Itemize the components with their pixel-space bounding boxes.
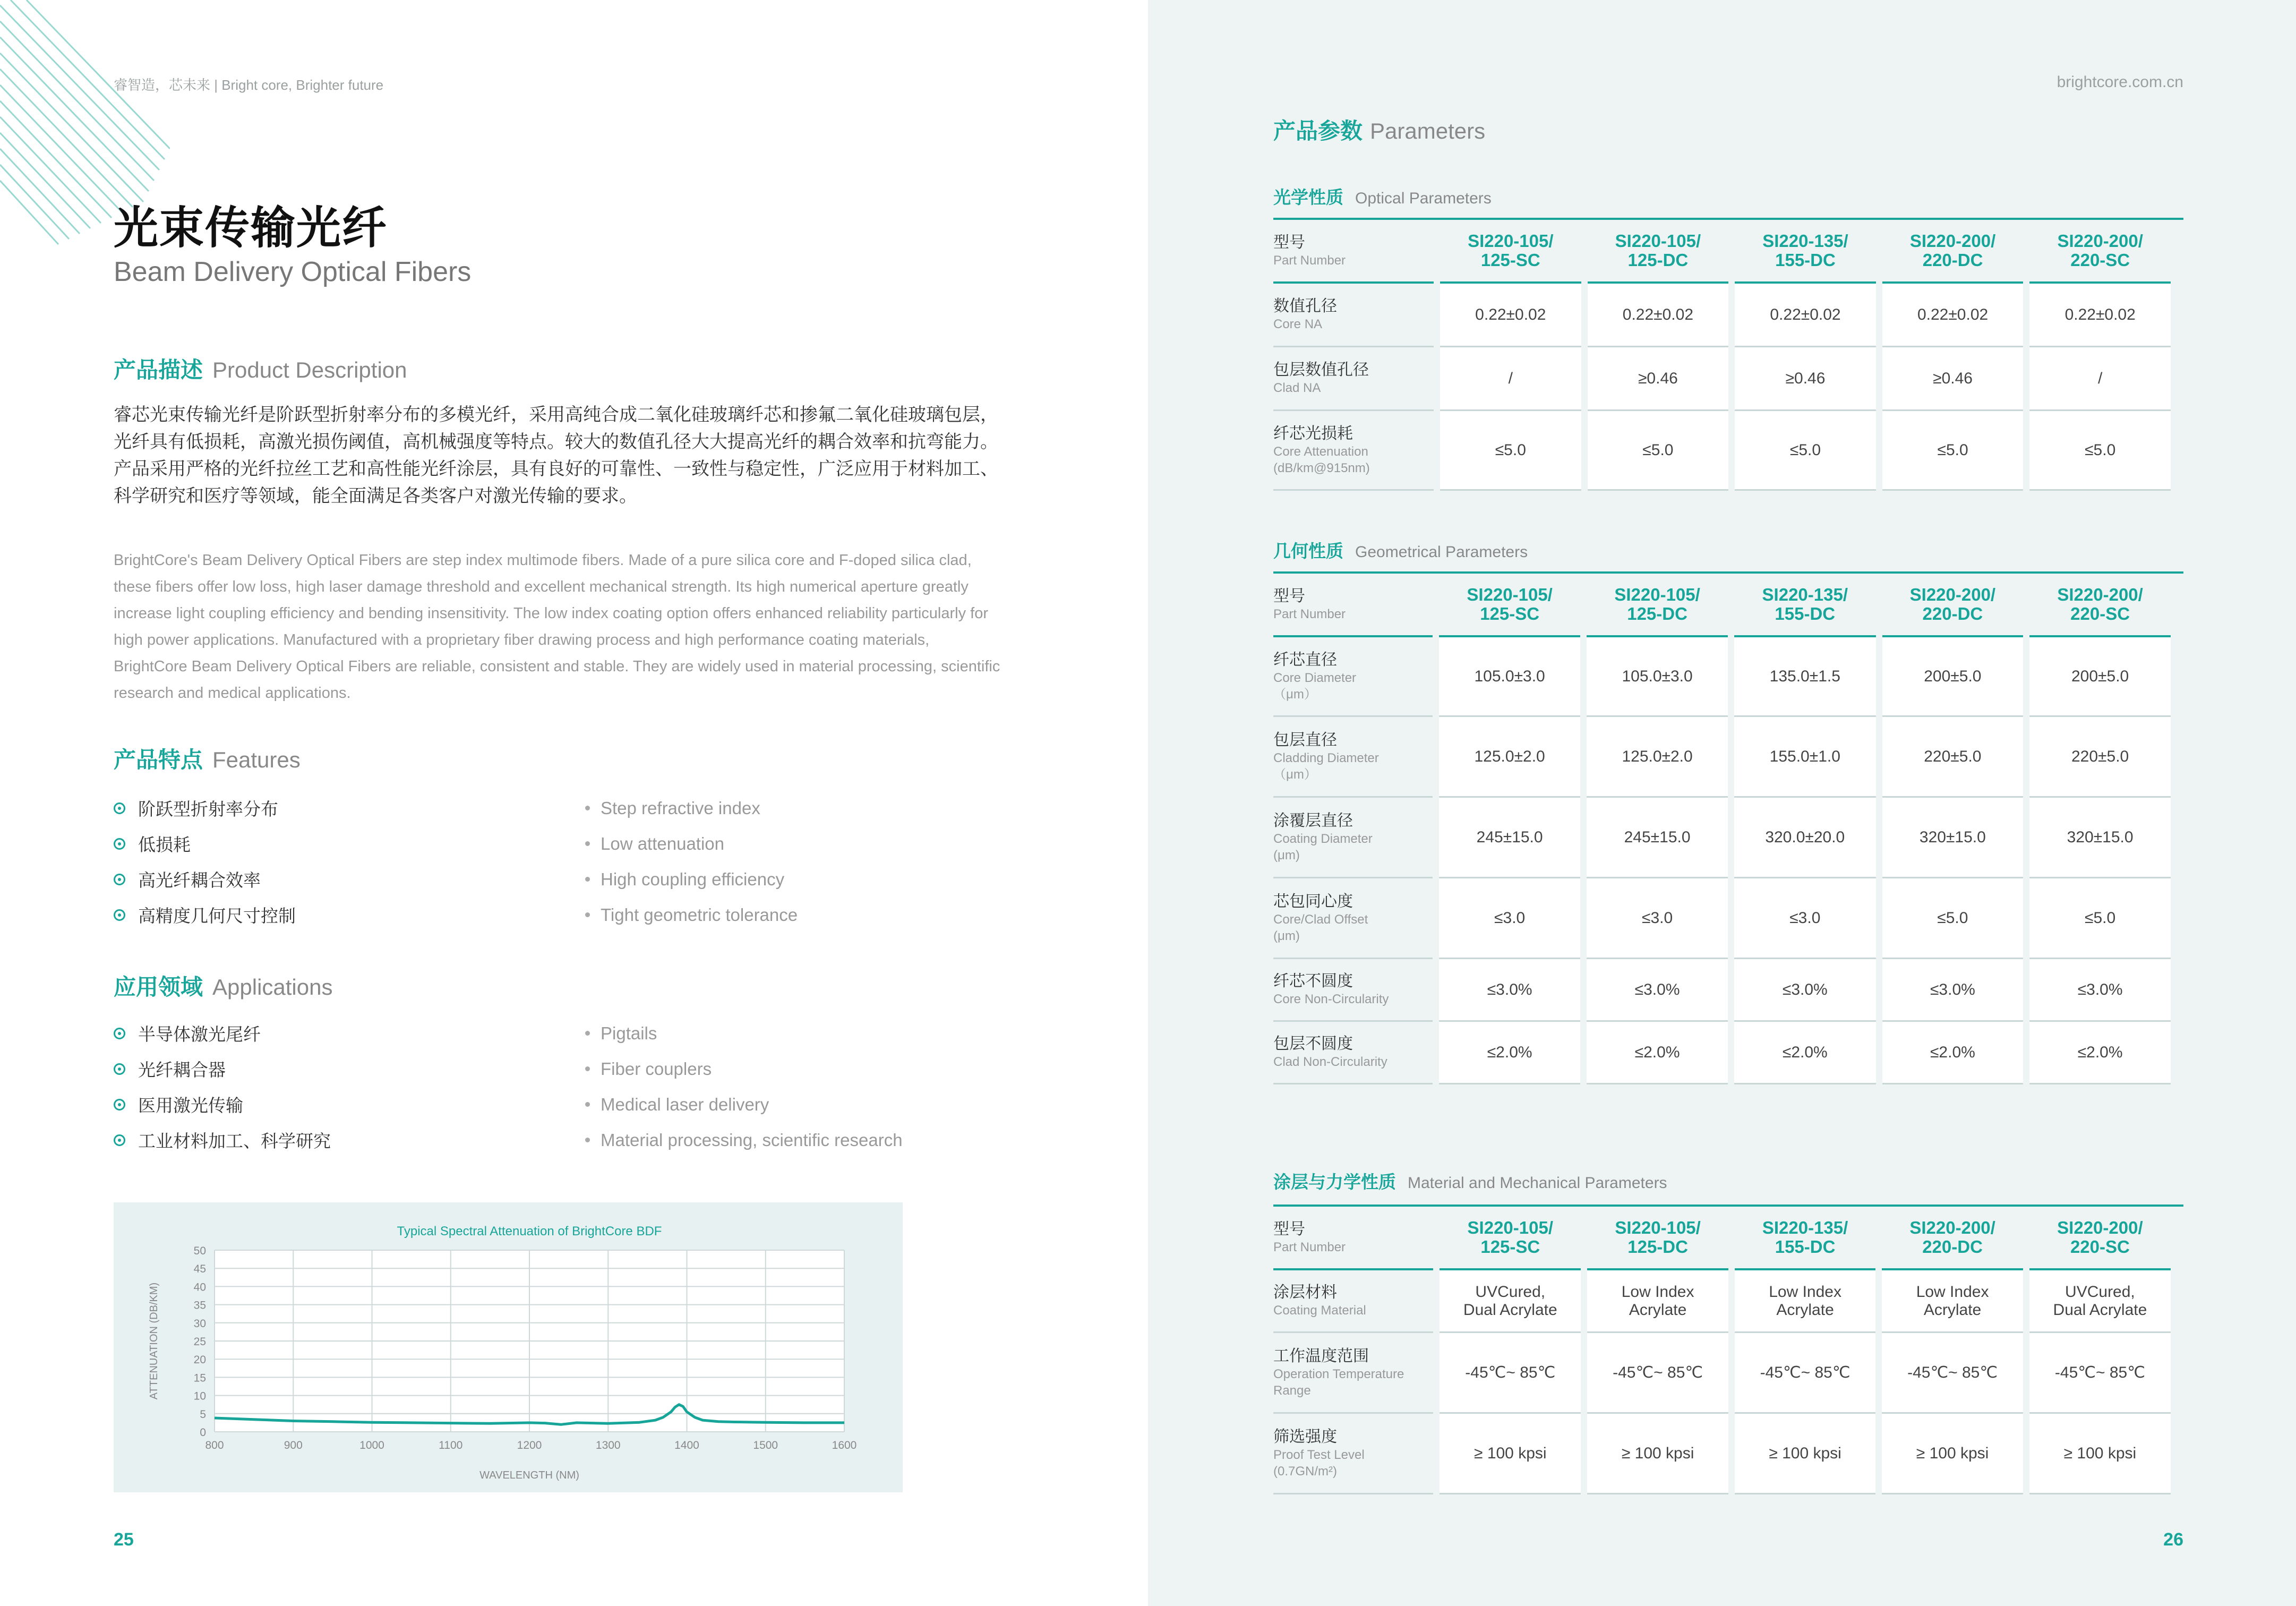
label-cn: 纤芯光损耗: [1273, 424, 1353, 442]
table-row: [1273, 347, 2171, 411]
x-tick-label: 1300: [595, 1439, 621, 1451]
label-en: Cladding Diameter: [1273, 750, 1379, 765]
list-item: [585, 1087, 903, 1122]
label-en: Coating Material: [1273, 1303, 1366, 1318]
optical-title: [1273, 184, 1492, 209]
value-cell: 320±15.0: [2029, 798, 2171, 878]
chart-title: Typical Spectral Attenuation of BrightCore BDF: [397, 1224, 662, 1238]
value-cell: -45℃~ 85℃: [1440, 1333, 1581, 1414]
applications-heading-en: Applications: [212, 975, 333, 1000]
value-cell: [2029, 1270, 2171, 1333]
table-row: [1273, 1270, 2171, 1333]
value-cell: /: [1440, 347, 1581, 411]
list-item: [114, 1051, 331, 1087]
page-number-right: 26: [2163, 1530, 2183, 1550]
part-number-line: 220-SC: [2070, 604, 2130, 623]
label-en: Core NA: [1273, 317, 1323, 331]
part-number-line: SI220-200/: [2057, 231, 2143, 251]
x-tick-label: 1600: [832, 1439, 857, 1451]
part-number-line: SI220-200/: [1909, 231, 1996, 251]
list-item: [585, 1015, 903, 1051]
list-item-text: 高精度几何尺寸控制: [138, 906, 296, 926]
value-cell: 200±5.0: [1882, 637, 2024, 717]
value-cell: ≤2.0%: [2029, 1022, 2171, 1084]
value-cell: ≥ 100 kpsi: [1440, 1414, 1581, 1494]
row-label: [1273, 284, 1434, 347]
label-en: Clad NA: [1273, 381, 1321, 395]
part-number-line: 125-SC: [1480, 604, 1540, 623]
geometrical-title: [1273, 537, 1528, 562]
circle-bullet-icon: [114, 1063, 125, 1075]
y-tick-label: 30: [193, 1317, 206, 1330]
part-number-cell: [1439, 574, 1580, 637]
bullet-icon: [585, 877, 590, 882]
y-tick-label: 35: [193, 1299, 206, 1312]
part-number-line: SI220-105/: [1614, 585, 1700, 604]
value-cell: -45℃~ 85℃: [2029, 1333, 2171, 1414]
table-row: [1273, 717, 2171, 798]
value-cell: -45℃~ 85℃: [1587, 1333, 1728, 1414]
x-tick-label: 1000: [359, 1439, 384, 1451]
part-number-line: 220-SC: [2070, 1237, 2130, 1257]
table-row: [1273, 959, 2171, 1022]
attenuation-chart-svg: [114, 1202, 903, 1492]
value-cell: ≤2.0%: [1882, 1022, 2024, 1084]
y-tick-label: 45: [193, 1263, 206, 1276]
value-cell: 125.0±2.0: [1439, 717, 1580, 798]
label-cn: 涂覆层直径: [1273, 811, 1353, 830]
mechanical-title-en: Material and Mechanical Parameters: [1408, 1174, 1667, 1192]
value-cell: ≥ 100 kpsi: [1882, 1414, 2023, 1494]
label-cn: 纤芯直径: [1273, 651, 1337, 669]
mechanical-table: [1267, 1207, 2177, 1494]
part-number-cell: [1735, 1207, 1875, 1270]
value-cell: 135.0±1.5: [1734, 637, 1875, 717]
geometrical-table: [1267, 574, 2177, 1084]
bullet-icon: [585, 806, 590, 810]
list-item-text: 医用激光传输: [138, 1096, 243, 1115]
label-cn: 纤芯不圆度: [1273, 972, 1353, 990]
geometrical-title-en: Geometrical Parameters: [1355, 543, 1528, 561]
label-en: Core Attenuation: [1273, 444, 1368, 459]
label-en: Core Non-Circularity: [1273, 992, 1389, 1006]
value-cell: ≤5.0: [1882, 878, 2024, 959]
list-item: [585, 1051, 903, 1087]
value-line: Low Index: [1621, 1283, 1694, 1301]
part-number-line: 155-DC: [1775, 250, 1836, 270]
list-item-text: High coupling efficiency: [601, 869, 785, 889]
bullet-icon: [585, 912, 590, 917]
value-cell: 125.0±2.0: [1587, 717, 1728, 798]
tagline: 睿智造，芯未来 | Bright core, Brighter future: [114, 77, 384, 93]
label-cn: 芯包同心度: [1273, 892, 1353, 910]
list-item-text: Medical laser delivery: [601, 1094, 769, 1114]
y-axis-label: ATTENUATION (DB/KM): [148, 1282, 160, 1400]
description-heading: [114, 353, 407, 385]
features-list-en: [585, 790, 798, 933]
value-cell: ≥ 100 kpsi: [2029, 1414, 2171, 1494]
table-header-row: [1273, 220, 2171, 284]
part-number-line: SI220-105/: [1467, 1218, 1554, 1237]
optical-table: [1267, 220, 2177, 491]
description-text-cn: 睿芯光束传输光纤是阶跃型折射率分布的多模光纤，采用高纯合成二氧化硅玻璃纤芯和掺氟二氧化硅玻璃包层，光纤具有低损耗，高激光损伤阈值，高机械强度等特点。较大的数值孔径大大提高光纤的耦合效率和抗弯能力。产品采用严格的光纤拉丝工艺和高性能光纤涂层，具有良好的可靠性、一致性与稳定性，广泛应用于材料加工、科学研究和医疗等领域，能全面满足各类客户对激光传输的要求。: [114, 405, 998, 506]
description-heading-en: Product Description: [212, 357, 407, 382]
part-number-line: SI220-200/: [2057, 585, 2143, 604]
value-line: Acrylate: [1776, 1301, 1834, 1319]
description-heading-cn: 产品描述: [114, 357, 203, 382]
bullet-icon: [585, 841, 590, 846]
features-heading-en: Features: [212, 747, 301, 772]
optical-title-en: Optical Parameters: [1355, 190, 1492, 207]
label-en: (μm): [1273, 848, 1300, 862]
label-cn: 型号: [1273, 1220, 1305, 1238]
list-item: [585, 861, 798, 897]
table-row: [1273, 1333, 2171, 1414]
part-number-line: 220-SC: [2070, 250, 2130, 270]
value-cell: ≤3.0%: [1882, 959, 2024, 1022]
row-label: [1273, 1414, 1433, 1494]
list-item-text: Pigtails: [601, 1023, 657, 1043]
list-item: [585, 826, 798, 861]
label-en: Part Number: [1273, 253, 1346, 268]
list-item-text: Tight geometric tolerance: [601, 904, 798, 925]
table-row: [1273, 1414, 2171, 1494]
part-number-cell: [2029, 1207, 2171, 1270]
bullet-icon: [585, 1138, 590, 1142]
y-tick-label: 50: [193, 1245, 206, 1257]
x-tick-label: 1500: [753, 1439, 778, 1451]
part-number-line: SI220-105/: [1615, 231, 1701, 251]
x-tick-label: 1400: [674, 1439, 699, 1451]
value-cell: [1882, 1270, 2023, 1333]
part-number-line: 220-DC: [1922, 604, 1983, 623]
value-cell: ≤2.0%: [1587, 1022, 1728, 1084]
value-cell: 200±5.0: [2029, 637, 2171, 717]
label-en: Clad Non-Circularity: [1273, 1055, 1387, 1069]
y-tick-label: 5: [200, 1408, 206, 1421]
part-number-line: 220-DC: [1922, 250, 1983, 270]
circle-bullet-icon: [114, 838, 125, 850]
part-number-line: SI220-200/: [2057, 1218, 2143, 1237]
y-tick-label: 15: [193, 1372, 206, 1385]
right-page: [1148, 0, 2296, 1606]
geometrical-title-cn: 几何性质: [1273, 541, 1343, 561]
table-row: [1273, 637, 2171, 717]
description-text-en: BrightCore's Beam Delivery Optical Fibers are step index multimode fibers. Made of a pure silica core and F-doped silica clad, these fibers offer low loss, high laser damage threshold and excellent mechanical strength. Its high numerical aperture greatly increase light coupling efficiency and bending insensitivity. The low index coating option offers enhanced reliability particularly for high power applications. Manufactured with a proprietary fiber drawing process and high performance coating materials, BrightCore Beam Delivery Optical Fibers are reliable, consistent and stable. They are widely used in material processing, scientific research and medical applications.: [114, 552, 1000, 702]
part-number-line: SI220-135/: [1762, 1218, 1848, 1237]
value-cell: [1440, 1270, 1581, 1333]
website: brightcore.com.cn: [2057, 73, 2183, 91]
value-cell: 155.0±1.0: [1734, 717, 1875, 798]
part-number-label: [1273, 1207, 1433, 1270]
part-number-cell: [1440, 1207, 1581, 1270]
part-number-line: 125-SC: [1480, 250, 1540, 270]
value-cell: 220±5.0: [1882, 717, 2024, 798]
list-item: [114, 897, 296, 933]
label-en: Coating Diameter: [1273, 831, 1373, 846]
label-cn: 工作温度范围: [1273, 1347, 1369, 1365]
value-line: Dual Acrylate: [2053, 1301, 2147, 1319]
part-number-cell: [1882, 574, 2024, 637]
label-en: Operation Temperature: [1273, 1366, 1404, 1381]
table-row: [1273, 1022, 2171, 1084]
table-row: [1273, 284, 2171, 347]
row-label: [1273, 959, 1433, 1022]
y-tick-label: 40: [193, 1281, 206, 1294]
part-number-cell: [2029, 574, 2171, 637]
value-cell: ≤5.0: [2029, 878, 2171, 959]
part-number-cell: [1440, 220, 1581, 284]
part-number-line: 125-DC: [1627, 604, 1687, 623]
value-cell: ≤3.0%: [1734, 959, 1875, 1022]
y-tick-label: 0: [200, 1426, 206, 1439]
value-cell: -45℃~ 85℃: [1735, 1333, 1875, 1414]
value-line: UVCured,: [2065, 1283, 2135, 1301]
applications-heading-cn: 应用领域: [114, 975, 203, 1000]
value-cell: ≤2.0%: [1439, 1022, 1580, 1084]
list-item-text: 阶跃型折射率分布: [138, 799, 278, 819]
label-en: (dB/km@915nm): [1273, 460, 1370, 475]
row-label: [1273, 798, 1433, 878]
list-item-text: 高光纤耦合效率: [138, 870, 261, 890]
label-cn: 涂层材料: [1273, 1284, 1337, 1301]
value-cell: ≤3.0: [1439, 878, 1580, 959]
label-en: Part Number: [1273, 1240, 1346, 1254]
features-heading: [114, 742, 301, 774]
label-cn: 筛选强度: [1273, 1428, 1337, 1446]
table-row: [1273, 411, 2171, 491]
list-item-text: 光纤耦合器: [138, 1060, 226, 1080]
list-item-text: Fiber couplers: [601, 1058, 712, 1079]
part-number-line: 220-DC: [1922, 1237, 1983, 1257]
table-row: [1273, 798, 2171, 878]
page-title-en: Beam Delivery Optical Fibers: [114, 257, 472, 287]
part-number-line: 125-DC: [1627, 1237, 1688, 1257]
label-en: (μm): [1273, 928, 1300, 943]
list-item: [114, 1015, 331, 1051]
page-title-cn: 光束传输光纤: [114, 203, 388, 253]
value-cell: ≥0.46: [1588, 347, 1729, 411]
table-header-row: [1273, 1207, 2171, 1270]
label-en: Part Number: [1273, 606, 1346, 621]
value-cell: ≤5.0: [1440, 411, 1581, 491]
value-line: Low Index: [1916, 1283, 1989, 1301]
part-number-line: SI220-105/: [1467, 585, 1553, 604]
row-label: [1273, 1022, 1433, 1084]
x-tick-label: 900: [284, 1439, 303, 1451]
label-cn: 型号: [1273, 587, 1305, 605]
value-cell: 0.22±0.02: [1882, 284, 2024, 347]
value-cell: ≤2.0%: [1734, 1022, 1875, 1084]
part-number-cell: [1587, 1207, 1728, 1270]
row-label: [1273, 347, 1434, 411]
parameters-heading-en: Parameters: [1370, 118, 1486, 143]
row-label: [1273, 411, 1434, 491]
features-list-cn: [114, 790, 296, 933]
value-cell: ≤3.0%: [2029, 959, 2171, 1022]
circle-bullet-icon: [114, 909, 125, 921]
value-cell: ≤5.0: [2029, 411, 2171, 491]
value-cell: [1587, 1270, 1728, 1333]
list-item: [114, 1122, 331, 1158]
part-number-cell: [2029, 220, 2171, 284]
circle-bullet-icon: [114, 874, 125, 885]
label-en: Proof Test Level: [1273, 1447, 1365, 1462]
value-cell: 320.0±20.0: [1734, 798, 1875, 878]
value-cell: [1735, 1270, 1875, 1333]
list-item-text: Material processing, scientific research: [601, 1130, 903, 1150]
circle-bullet-icon: [114, 1099, 125, 1110]
part-number-line: SI220-135/: [1762, 585, 1848, 604]
value-cell: ≤3.0: [1587, 878, 1728, 959]
label-cn: 包层不圆度: [1273, 1035, 1353, 1053]
part-number-label: [1273, 574, 1433, 637]
list-item-text: Low attenuation: [601, 833, 725, 853]
row-label: [1273, 1270, 1433, 1333]
part-number-line: 125-SC: [1480, 1237, 1540, 1257]
value-cell: 0.22±0.02: [1588, 284, 1729, 347]
parameters-heading-cn: 产品参数: [1273, 118, 1363, 143]
label-en: Range: [1273, 1383, 1311, 1398]
value-cell: ≥0.46: [1735, 347, 1876, 411]
x-tick-label: 1100: [439, 1439, 463, 1451]
attenuation-chart: [114, 1202, 903, 1492]
circle-bullet-icon: [114, 1028, 125, 1039]
row-label: [1273, 637, 1433, 717]
value-cell: ≤5.0: [1588, 411, 1729, 491]
list-item: [114, 790, 296, 826]
list-item: [585, 790, 798, 826]
label-cn: 包层直径: [1273, 731, 1337, 749]
mechanical-title-cn: 涂层与力学性质: [1273, 1172, 1396, 1192]
optical-title-cn: 光学性质: [1273, 187, 1343, 207]
part-number-cell: [1734, 574, 1875, 637]
part-number-line: 125-DC: [1627, 250, 1689, 270]
label-cn: 数值孔径: [1273, 297, 1337, 315]
label-en: Core Diameter: [1273, 670, 1357, 685]
x-axis-label: WAVELENGTH (NM): [479, 1470, 579, 1481]
list-item-text: 半导体激光尾纤: [138, 1024, 261, 1044]
value-cell: 0.22±0.02: [2029, 284, 2171, 347]
applications-heading: [114, 970, 332, 1002]
list-item-text: Step refractive index: [601, 798, 760, 818]
value-cell: /: [2029, 347, 2171, 411]
value-cell: -45℃~ 85℃: [1882, 1333, 2023, 1414]
label-cn: 型号: [1273, 233, 1305, 251]
list-item-text: 工业材料加工、科学研究: [138, 1131, 331, 1151]
value-cell: ≥ 100 kpsi: [1735, 1414, 1875, 1494]
value-cell: ≤3.0: [1734, 878, 1875, 959]
value-cell: 0.22±0.02: [1735, 284, 1876, 347]
label-en: （μm）: [1273, 687, 1317, 702]
value-cell: 0.22±0.02: [1440, 284, 1581, 347]
part-number-cell: [1882, 220, 2024, 284]
part-number-label: [1273, 220, 1434, 284]
value-line: UVCured,: [1475, 1283, 1546, 1301]
part-number-cell: [1588, 220, 1729, 284]
part-number-line: 155-DC: [1775, 1237, 1836, 1257]
list-item: [114, 826, 296, 861]
part-number-line: SI220-135/: [1762, 231, 1848, 251]
list-item: [114, 1087, 331, 1122]
y-tick-label: 25: [193, 1336, 206, 1348]
applications-list-cn: [114, 1015, 331, 1158]
value-cell: 245±15.0: [1439, 798, 1580, 878]
label-en: Core/Clad Offset: [1273, 912, 1368, 927]
x-tick-label: 1200: [517, 1439, 542, 1451]
mechanical-title: [1273, 1168, 1667, 1193]
part-number-cell: [1587, 574, 1728, 637]
value-cell: ≤5.0: [1735, 411, 1876, 491]
value-cell: ≤3.0%: [1587, 959, 1728, 1022]
label-en: （μm）: [1273, 767, 1317, 782]
x-tick-label: 800: [205, 1439, 224, 1451]
bullet-icon: [585, 1066, 590, 1071]
y-tick-label: 20: [193, 1354, 206, 1366]
part-number-line: 155-DC: [1775, 604, 1836, 623]
value-cell: 245±15.0: [1587, 798, 1728, 878]
value-line: Low Index: [1769, 1283, 1841, 1301]
part-number-cell: [1882, 1207, 2023, 1270]
row-label: [1273, 878, 1433, 959]
part-number-line: SI220-200/: [1909, 585, 1996, 604]
value-cell: ≤3.0%: [1439, 959, 1580, 1022]
list-item-text: 低损耗: [138, 835, 191, 855]
part-number-cell: [1735, 220, 1876, 284]
circle-bullet-icon: [114, 1134, 125, 1146]
value-cell: ≥0.46: [1882, 347, 2024, 411]
page-number-left: 25: [114, 1530, 134, 1550]
part-number-line: SI220-105/: [1468, 231, 1554, 251]
features-heading-cn: 产品特点: [114, 747, 203, 772]
value-cell: 220±5.0: [2029, 717, 2171, 798]
list-item: [585, 897, 798, 933]
y-tick-label: 10: [193, 1390, 206, 1403]
applications-list-en: [585, 1015, 903, 1158]
table-row: [1273, 878, 2171, 959]
list-item: [585, 1122, 903, 1158]
value-cell: ≥ 100 kpsi: [1587, 1414, 1728, 1494]
value-cell: 105.0±3.0: [1587, 637, 1728, 717]
row-label: [1273, 1333, 1433, 1414]
value-line: Acrylate: [1923, 1301, 1982, 1319]
list-item: [114, 861, 296, 897]
parameters-heading: [1273, 114, 1485, 146]
row-label: [1273, 717, 1433, 798]
value-cell: ≤5.0: [1882, 411, 2024, 491]
value-cell: 105.0±3.0: [1439, 637, 1580, 717]
value-line: Acrylate: [1629, 1301, 1687, 1319]
value-line: Dual Acrylate: [1463, 1301, 1557, 1319]
label-en: (0.7GN/m²): [1273, 1464, 1337, 1479]
part-number-line: SI220-105/: [1615, 1218, 1701, 1237]
circle-bullet-icon: [114, 802, 125, 814]
value-cell: 320±15.0: [1882, 798, 2024, 878]
bullet-icon: [585, 1102, 590, 1107]
label-cn: 包层数值孔径: [1273, 361, 1369, 379]
part-number-line: SI220-200/: [1909, 1218, 1995, 1237]
bullet-icon: [585, 1031, 590, 1036]
table-header-row: [1273, 574, 2171, 637]
